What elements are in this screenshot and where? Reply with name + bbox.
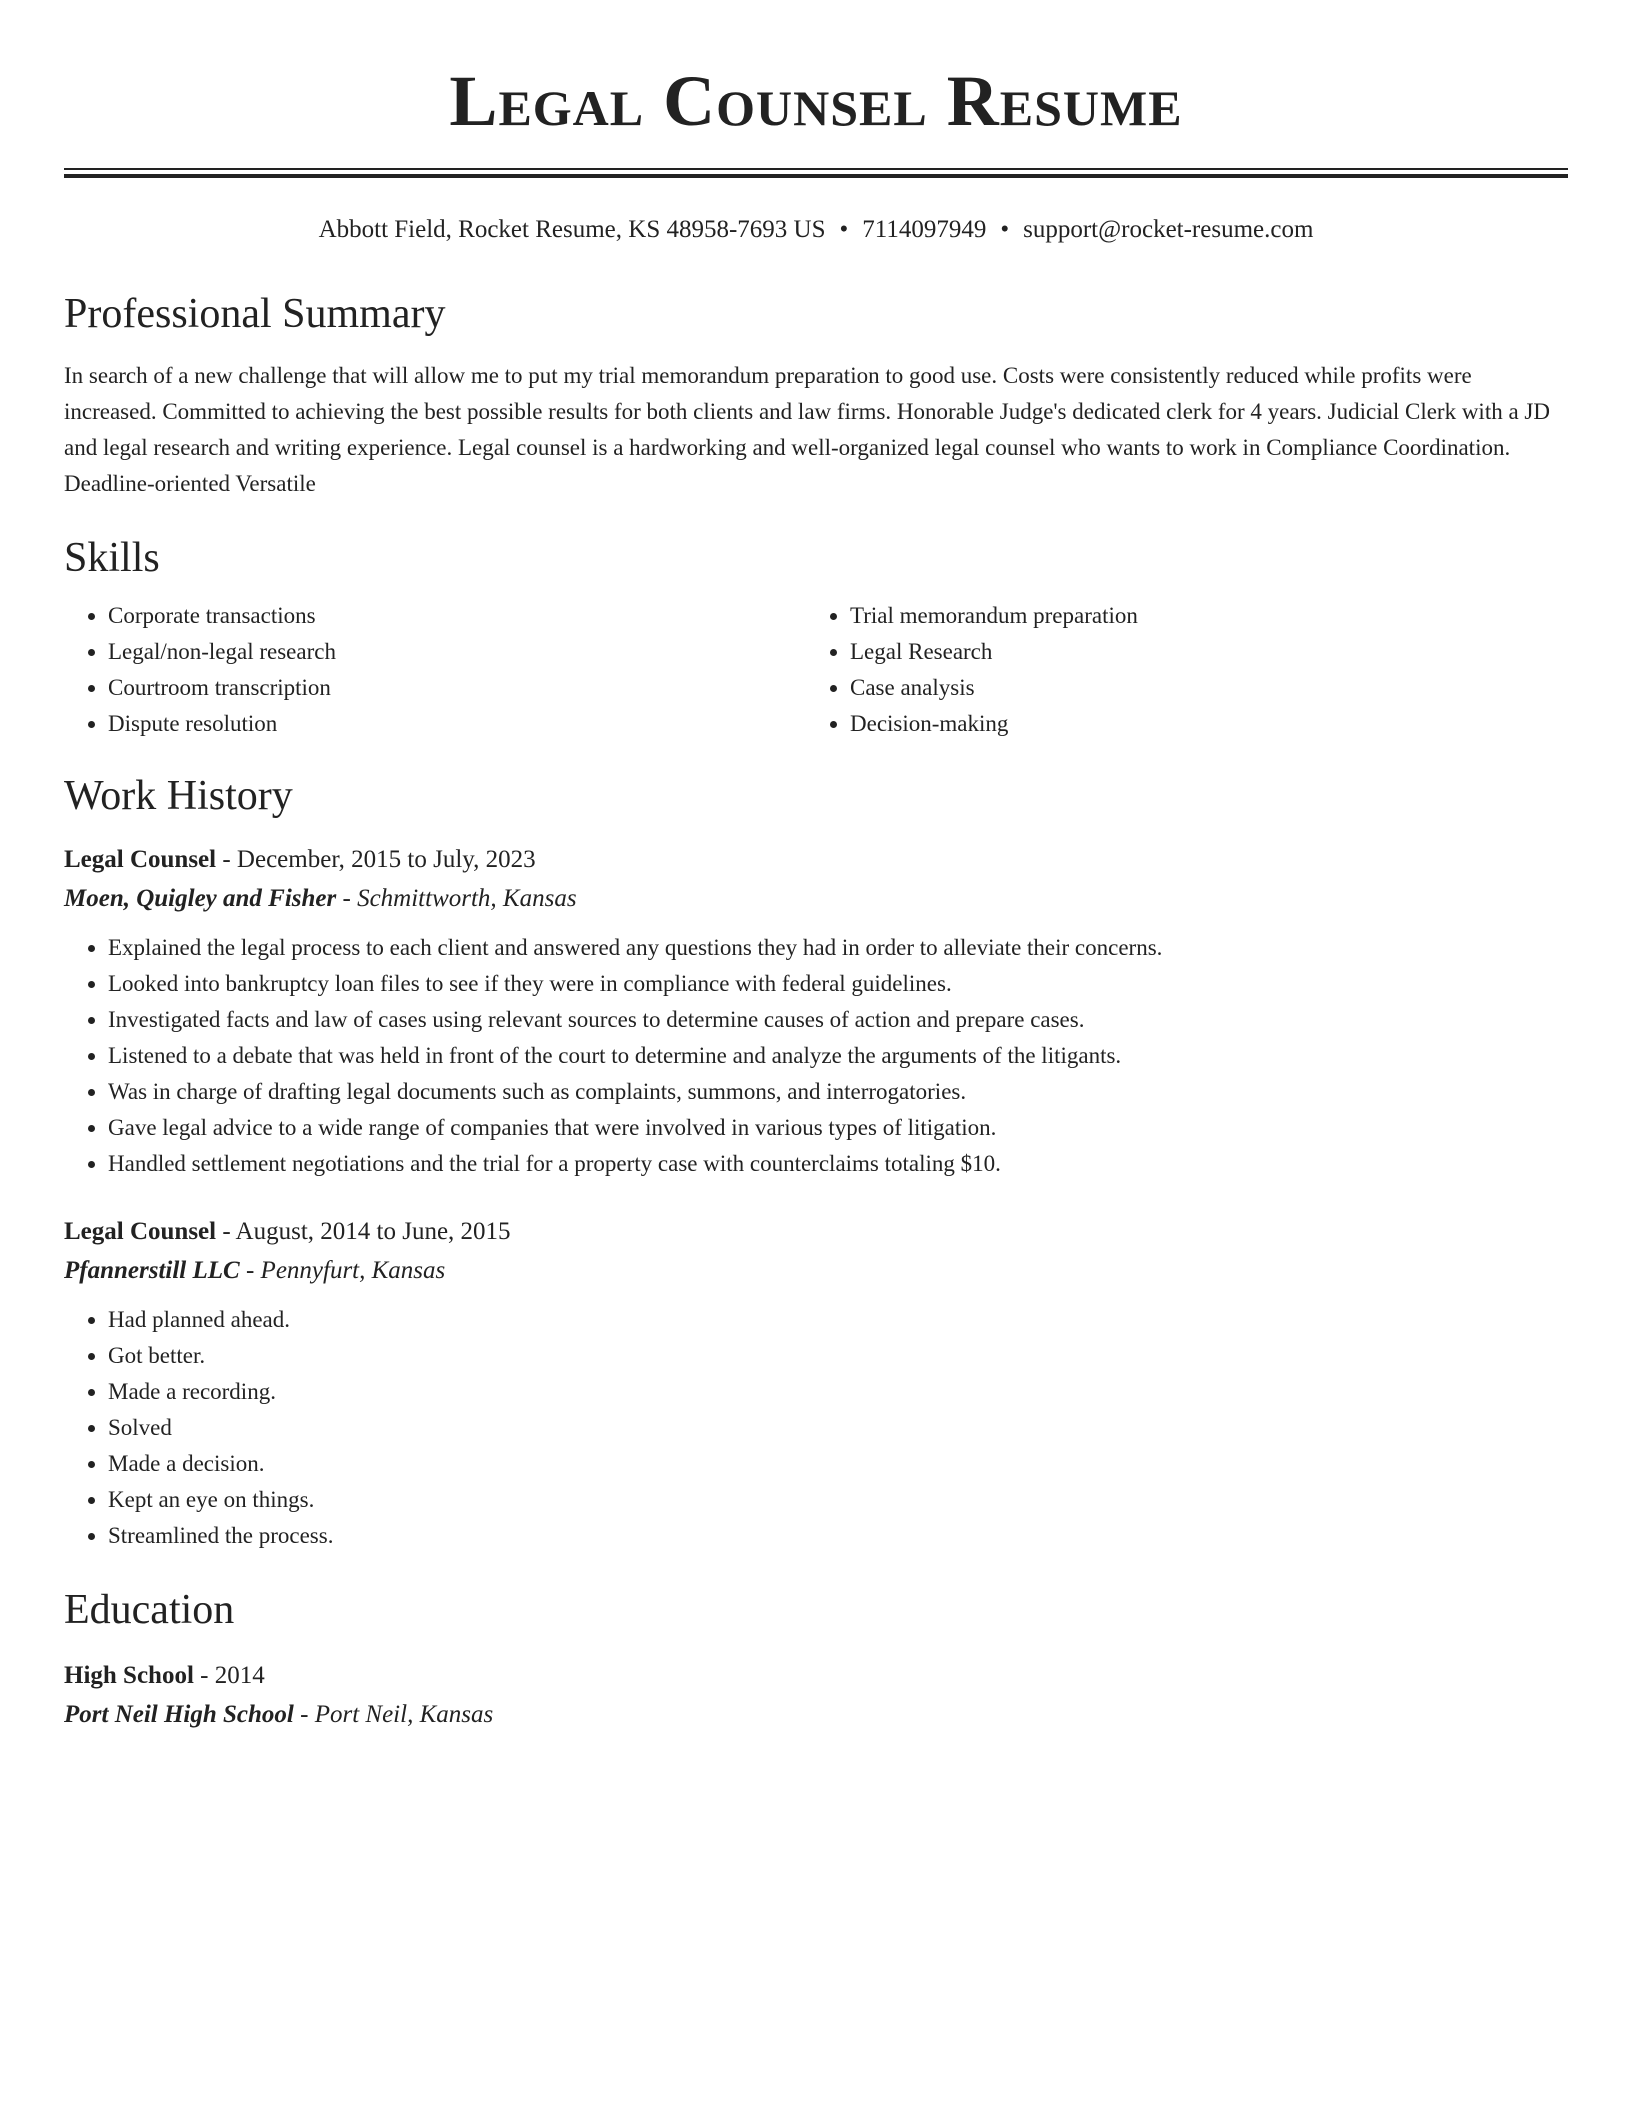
contact-phone: 7114097949 [862, 216, 987, 243]
job-title-line [64, 840, 1568, 880]
skills-right-column [806, 598, 1548, 742]
education-location: - Port Neil, Kansas [300, 1701, 494, 1728]
job-bullets [64, 930, 1568, 1182]
skills-heading: Skills [64, 535, 160, 581]
education-heading: Education [64, 1587, 235, 1633]
job-bullet: • Got better. [108, 1338, 1568, 1374]
skill-item: • Case analysis [850, 670, 1548, 706]
skill-item: • Dispute resolution [108, 706, 806, 742]
education-school: Port Neil High School [64, 1701, 294, 1728]
job-entry [64, 1212, 1568, 1554]
summary-section [64, 288, 1568, 502]
skill-item: • Corporate transactions [108, 598, 806, 634]
skill-item: • Decision-making [850, 706, 1548, 742]
skills-section [64, 532, 1568, 742]
work-history-heading: Work History [64, 773, 293, 819]
job-bullet: • Investigated facts and law of cases using relevant sources to determine causes of action and prepare cases. [108, 1002, 1568, 1038]
skill-item: • Legal/non-legal research [108, 634, 806, 670]
job-bullet: • Streamlined the process. [108, 1518, 1568, 1554]
contact-separator: • [1000, 216, 1010, 243]
job-title: Legal Counsel [64, 846, 217, 873]
job-dates: - August, 2014 to June, 2015 [222, 1218, 511, 1245]
job-title: Legal Counsel [64, 1218, 217, 1245]
job-bullet: • Handled settlement negotiations and the trial for a property case with counterclaims totaling $10. [108, 1146, 1568, 1182]
summary-heading: Professional Summary [64, 291, 446, 337]
job-location: - Schmittworth, Kansas [342, 885, 577, 912]
job-bullets [64, 1302, 1568, 1554]
page-title: Legal Counsel Resume [449, 61, 1183, 141]
job-location: - Pennyfurt, Kansas [245, 1257, 446, 1284]
job-bullet: • Gave legal advice to a wide range of companies that were involved in various types of litigation. [108, 1110, 1568, 1146]
contact-email: support@rocket-resume.com [1023, 216, 1314, 243]
job-bullet: • Had planned ahead. [108, 1302, 1568, 1338]
skill-item: • Courtroom transcription [108, 670, 806, 706]
job-bullet: • Was in charge of drafting legal documents such as complaints, summons, and interrogatories. [108, 1074, 1568, 1110]
job-bullet: • Made a recording. [108, 1374, 1568, 1410]
skill-item: • Legal Research [850, 634, 1548, 670]
education-entry [64, 1656, 1568, 1734]
title-divider [64, 168, 1568, 178]
job-bullet: • Listened to a debate that was held in front of the court to determine and analyze the arguments of the litigants. [108, 1038, 1568, 1074]
skills-grid [64, 598, 1568, 742]
education-degree-line [64, 1656, 1568, 1696]
job-company: Moen, Quigley and Fisher [64, 885, 337, 912]
job-title-line [64, 1212, 1568, 1252]
work-history-section [64, 770, 1568, 1554]
skill-item: • Trial memorandum preparation [850, 598, 1548, 634]
job-dates: - December, 2015 to July, 2023 [222, 846, 536, 873]
contact-address: Abbott Field, Rocket Resume, KS 48958-7693 US [318, 216, 826, 243]
job-company-line [64, 1252, 1568, 1290]
summary-text: In search of a new challenge that will allow me to put my trial memorandum preparation to good use. Costs were consistently reduced while profits were increased. Committed to achieving the best possible results for both clients and law firms. Honorable Judge's dedicated clerk for 4 years. Judicial Clerk with a JD and legal research and writing experience. Legal counsel is a hardworking and well-organized legal counsel who wants to work in Compliance Coordination. Deadline-oriented Versatile [64, 363, 1550, 496]
contact-separator: • [839, 216, 849, 243]
job-bullet: • Looked into bankruptcy loan files to see if they were in compliance with federal guidelines. [108, 966, 1568, 1002]
job-bullet: • Solved [108, 1410, 1568, 1446]
education-section [64, 1584, 1568, 1734]
job-bullet: • Kept an eye on things. [108, 1482, 1568, 1518]
job-company-line [64, 880, 1568, 918]
skills-left-column [64, 598, 806, 742]
contact-line [64, 214, 1568, 246]
education-year: - 2014 [200, 1662, 265, 1689]
job-entry [64, 840, 1568, 1182]
job-bullet: • Made a decision. [108, 1446, 1568, 1482]
education-degree: High School [64, 1662, 194, 1689]
education-school-line [64, 1696, 1568, 1734]
job-company: Pfannerstill LLC [64, 1257, 240, 1284]
job-bullet: • Explained the legal process to each client and answered any questions they had in order to alleviate their concerns. [108, 930, 1568, 966]
